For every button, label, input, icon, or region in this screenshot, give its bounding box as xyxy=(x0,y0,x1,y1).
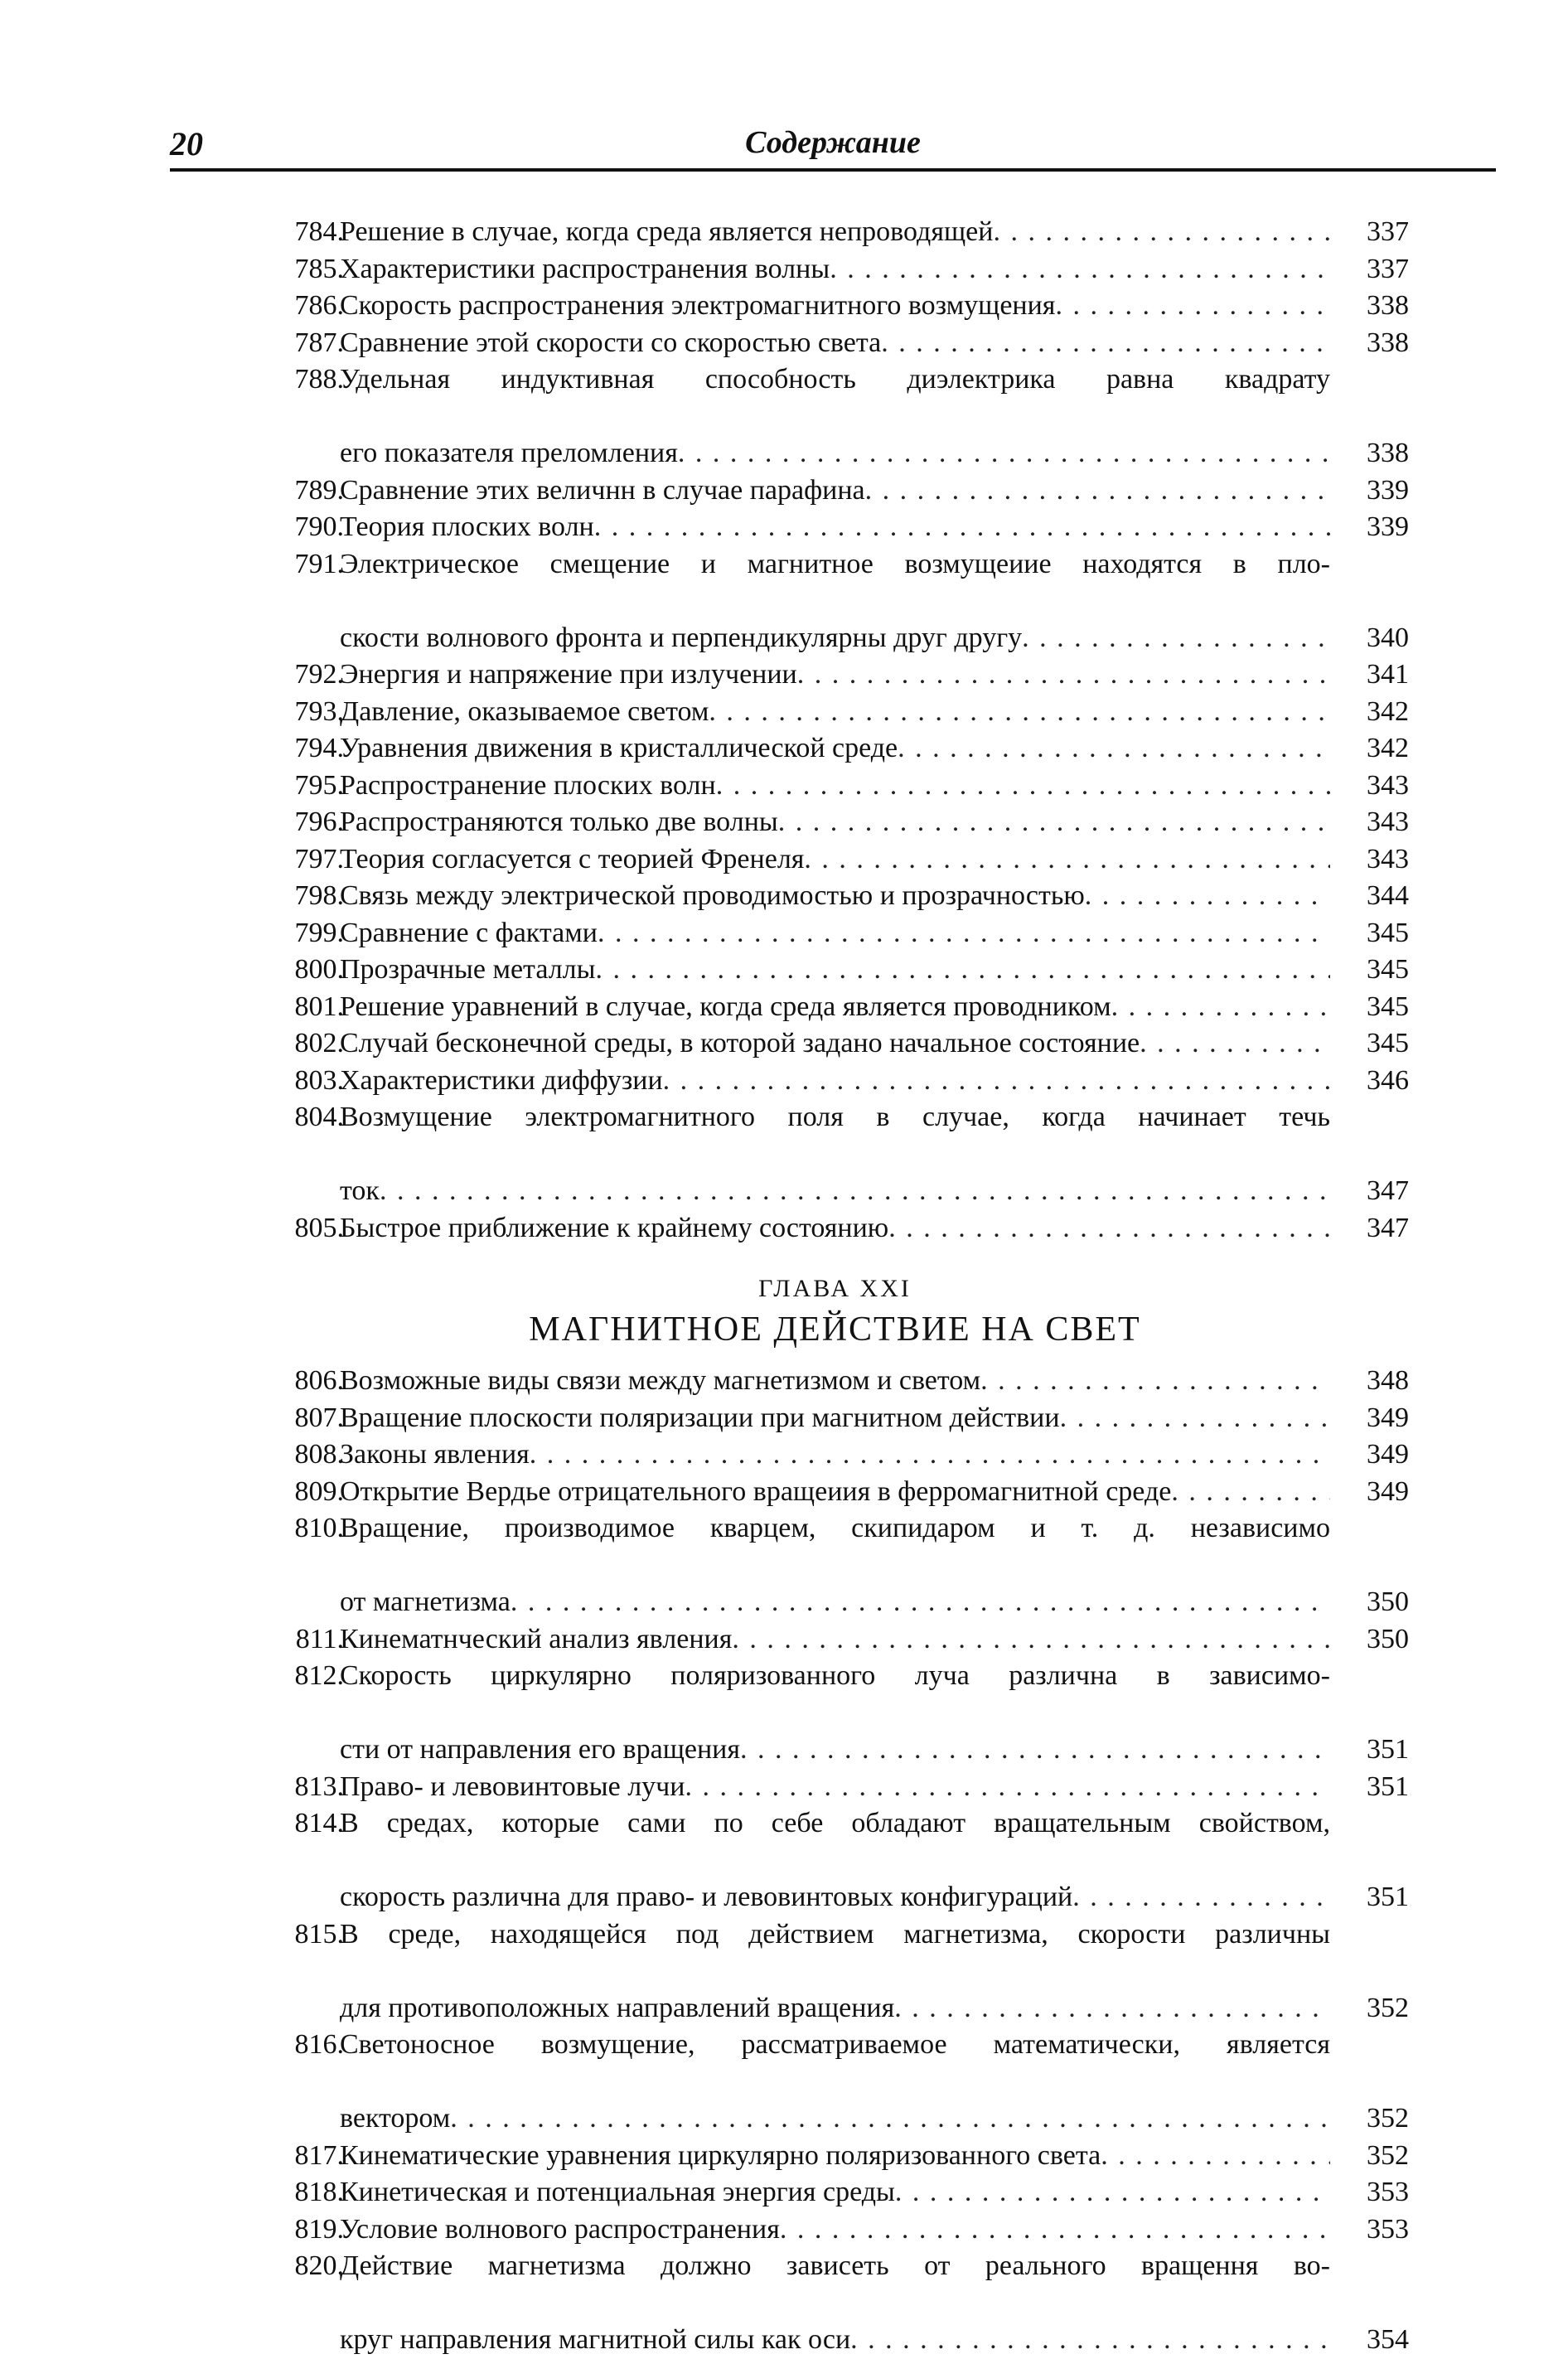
toc-entry xyxy=(253,361,1430,472)
entry-title: Быстрое приближение к крайнему состоянию xyxy=(340,1212,889,1243)
entry-number: 820. xyxy=(294,2250,344,2281)
entry-text xyxy=(340,472,1330,510)
entry-text xyxy=(340,1510,1330,1621)
dot-leader xyxy=(980,1363,1330,1400)
page-ref: 345 xyxy=(1367,1028,1409,1058)
toc-entry xyxy=(253,694,1430,731)
entry-line xyxy=(340,1732,1330,1769)
entry-text xyxy=(340,2174,1330,2211)
page-ref: 338 xyxy=(1367,290,1409,321)
entry-text xyxy=(340,1363,1330,1400)
dot-leader xyxy=(881,325,1330,362)
entry-title: Решение уравнений в случае, когда среда является проводником xyxy=(340,991,1111,1022)
toc-entry xyxy=(253,214,1430,251)
entry-number: 794. xyxy=(294,733,344,763)
entry-number: 786. xyxy=(294,290,344,321)
entry-line xyxy=(340,472,1330,510)
entry-title: Законы явления xyxy=(340,1439,530,1470)
entry-text xyxy=(340,1099,1330,1210)
dot-leader xyxy=(594,509,1330,546)
page-ref: 350 xyxy=(1367,1623,1409,1654)
header-rule xyxy=(170,168,1496,172)
page-ref: 345 xyxy=(1367,917,1409,948)
entry-text xyxy=(340,288,1330,325)
dot-leader xyxy=(1140,1025,1330,1063)
entry-line xyxy=(340,288,1330,325)
page-ref: 341 xyxy=(1367,659,1409,690)
entry-number: 788. xyxy=(294,364,344,395)
toc-entry xyxy=(253,804,1430,841)
page-ref: 351 xyxy=(1367,1882,1409,1912)
page-ref: 339 xyxy=(1367,511,1409,542)
entry-title: Открытие Вердье отрицательного вращеиия в ферромагнитной среде xyxy=(340,1475,1172,1507)
entry-line: Скорость циркулярно поляризованного луча различна в зависимо- xyxy=(340,1660,1330,1691)
dot-leader xyxy=(1060,1400,1330,1437)
entry-number: 807. xyxy=(294,1402,344,1433)
entry-line xyxy=(340,1173,1330,1210)
entry-title: Теория согласуется с теорией Френеля xyxy=(340,843,805,874)
entry-number: 811. xyxy=(295,1623,344,1654)
entry-line: Электрическое смещение и магнитное возмущеиие находятся в пло- xyxy=(340,548,1330,579)
toc-entry xyxy=(253,1363,1430,1400)
dot-leader xyxy=(850,2322,1330,2359)
entry-text xyxy=(340,1063,1330,1100)
toc-entry xyxy=(253,915,1430,952)
dot-leader xyxy=(865,472,1330,510)
dot-leader xyxy=(1085,878,1330,915)
entry-line xyxy=(340,1400,1330,1437)
entry-line xyxy=(340,952,1330,989)
entry-text xyxy=(340,804,1330,841)
toc-entry xyxy=(253,1510,1430,1621)
entry-title: Случай бесконечной среды, в которой задано начальное состояние xyxy=(340,1028,1140,1058)
entry-line xyxy=(340,694,1330,731)
entry-title: Условие волнового распространения xyxy=(340,2213,780,2245)
chapter-label: ГЛАВА XXI xyxy=(758,1275,912,1302)
entry-text xyxy=(340,214,1330,251)
toc-entry xyxy=(253,509,1430,546)
entry-number: 810. xyxy=(294,1513,344,1543)
entry-title: Энергия и напряжение при излучении xyxy=(340,659,797,690)
page-number: 20 xyxy=(170,125,203,162)
entry-number: 784. xyxy=(294,216,344,247)
page-ref: 344 xyxy=(1367,880,1409,911)
dot-leader xyxy=(511,1584,1330,1621)
entry-number: 785. xyxy=(294,253,344,284)
dot-leader xyxy=(663,1063,1330,1100)
dot-leader xyxy=(804,841,1330,879)
entry-title: скорость различна для право- и левовинтовых конфигураций xyxy=(340,1882,1073,1912)
entry-text xyxy=(340,1436,1330,1474)
entry-number: 803. xyxy=(294,1064,344,1096)
entry-text xyxy=(340,2027,1330,2138)
entry-line xyxy=(340,435,1330,472)
toc-entry xyxy=(253,1474,1430,1511)
dot-leader xyxy=(1072,1879,1330,1916)
page-ref: 342 xyxy=(1367,695,1409,727)
entry-line xyxy=(340,1363,1330,1400)
table-of-contents xyxy=(253,214,1430,2359)
page-ref: 347 xyxy=(1367,1175,1409,1206)
entry-number: 814. xyxy=(294,1808,344,1838)
entry-text xyxy=(340,1769,1330,1806)
entry-title: Распространение плоских волн xyxy=(340,769,716,801)
entry-number: 809. xyxy=(294,1475,344,1507)
entry-title: Прозрачные металлы xyxy=(340,954,596,985)
entry-number: 799. xyxy=(294,917,344,948)
toc-entry xyxy=(253,730,1430,768)
chapter-title: МАГНИТНОЕ ДЕЙСТВИЕ НА СВЕТ xyxy=(529,1310,1141,1349)
entry-number: 808. xyxy=(294,1439,344,1470)
entry-number: 806. xyxy=(294,1365,344,1396)
dot-leader xyxy=(1171,1474,1330,1511)
entry-text xyxy=(340,325,1330,362)
dot-leader xyxy=(780,2211,1330,2249)
entry-title: Вращение плоскости поляризации при магнитном действии xyxy=(340,1402,1060,1433)
page-ref: 351 xyxy=(1367,1770,1409,1802)
toc-entry xyxy=(253,841,1430,879)
dot-leader xyxy=(685,1769,1330,1806)
entry-number: 805. xyxy=(294,1212,344,1243)
toc-entry xyxy=(253,1025,1430,1063)
entry-number: 802. xyxy=(294,1028,344,1058)
toc-entry xyxy=(253,1099,1430,1210)
entry-line xyxy=(340,768,1330,805)
toc-entry xyxy=(253,2174,1430,2211)
entry-number: 789. xyxy=(294,474,344,506)
dot-leader xyxy=(778,804,1330,841)
entry-line xyxy=(340,656,1330,694)
page-ref: 351 xyxy=(1367,1734,1409,1765)
dot-leader xyxy=(1101,2138,1330,2175)
entry-title: Распространяются только две волны xyxy=(340,807,778,837)
page-ref: 346 xyxy=(1367,1064,1409,1096)
entry-title: Скорость распространения электромагнитного возмущения xyxy=(340,290,1056,321)
entry-line xyxy=(340,1210,1330,1247)
dot-leader xyxy=(895,2174,1330,2211)
entry-title: Давление, оказываемое светом xyxy=(340,695,709,727)
page-ref: 350 xyxy=(1367,1586,1409,1617)
entry-number: 791. xyxy=(294,548,344,579)
entry-number: 798. xyxy=(294,880,344,911)
entry-title: Право- и левовинтовые лучи xyxy=(340,1770,685,1802)
entry-number: 796. xyxy=(294,807,344,837)
entry-line xyxy=(340,325,1330,362)
toc-entry xyxy=(253,1063,1430,1100)
page-ref: 348 xyxy=(1367,1365,1409,1396)
entry-number: 792. xyxy=(294,659,344,690)
entry-text xyxy=(340,878,1330,915)
entry-text xyxy=(340,546,1330,657)
page-ref: 353 xyxy=(1367,2177,1409,2207)
entry-line xyxy=(340,2211,1330,2249)
toc-entry xyxy=(253,325,1430,362)
entry-number: 804. xyxy=(294,1102,344,1132)
entry-text xyxy=(340,1916,1330,2027)
dot-leader xyxy=(1055,288,1330,325)
page-ref: 345 xyxy=(1367,954,1409,985)
entry-text xyxy=(340,841,1330,879)
entry-title: сти от направления его вращения xyxy=(340,1734,741,1765)
running-head xyxy=(170,124,1496,166)
page-ref: 352 xyxy=(1367,2139,1409,2171)
entry-text xyxy=(340,989,1330,1026)
entry-line xyxy=(340,2138,1330,2175)
entry-line xyxy=(340,1879,1330,1916)
entry-text xyxy=(340,656,1330,694)
page-ref: 345 xyxy=(1367,991,1409,1022)
page-ref: 337 xyxy=(1367,253,1409,284)
dot-leader xyxy=(1022,620,1330,657)
toc-entry xyxy=(253,989,1430,1026)
entry-number: 819. xyxy=(294,2213,344,2245)
toc-entry xyxy=(253,472,1430,510)
entry-title: Связь между электрической проводимостью и прозрачностью xyxy=(340,880,1085,911)
entry-title: Возможные виды связи между магнетизмом и светом xyxy=(340,1365,981,1396)
page-ref: 349 xyxy=(1367,1439,1409,1470)
entry-text xyxy=(340,2211,1330,2249)
page-ref: 342 xyxy=(1367,733,1409,763)
entry-title: Кинематнческий анализ явления xyxy=(340,1623,733,1654)
entry-number: 812. xyxy=(294,1660,344,1691)
entry-line xyxy=(340,1621,1330,1659)
entry-line xyxy=(340,620,1330,657)
dot-leader xyxy=(380,1173,1330,1210)
page-ref: 339 xyxy=(1367,474,1409,506)
entry-text xyxy=(340,952,1330,989)
entry-number: 813. xyxy=(294,1770,344,1802)
entry-number: 815. xyxy=(294,1918,344,1950)
entry-number: 817. xyxy=(294,2139,344,2171)
page-ref: 353 xyxy=(1367,2213,1409,2245)
entry-line xyxy=(340,841,1330,879)
entry-line xyxy=(340,804,1330,841)
entry-title: от магнетизма xyxy=(340,1586,511,1617)
dot-leader xyxy=(596,952,1331,989)
entry-line xyxy=(340,1769,1330,1806)
entry-text xyxy=(340,694,1330,731)
dot-leader xyxy=(732,1621,1330,1659)
dot-leader xyxy=(830,251,1330,288)
page-ref: 354 xyxy=(1367,2324,1409,2355)
entry-title: Теория плоских волн xyxy=(340,511,594,542)
toc-entry xyxy=(253,768,1430,805)
entry-title: его показателя преломления xyxy=(340,438,678,468)
entry-title: Кинематические уравнения циркулярно поляризованного света xyxy=(340,2139,1101,2171)
entry-line: В средах, которые сами по себе обладают вращательным свойством, xyxy=(340,1808,1330,1838)
toc-entry xyxy=(253,251,1430,288)
entry-title: Характеристики распространения волны xyxy=(340,253,830,284)
page-ref: 343 xyxy=(1367,843,1409,874)
entry-number: 816. xyxy=(294,2029,344,2060)
chapter-heading xyxy=(340,1272,1330,1353)
toc-entry xyxy=(253,952,1430,989)
entry-text xyxy=(340,2138,1330,2175)
entry-line xyxy=(340,214,1330,251)
entry-line xyxy=(340,1584,1330,1621)
toc-entry xyxy=(253,1658,1430,1769)
entry-line: Светоносное возмущение, рассматриваемое математически, является xyxy=(340,2029,1330,2060)
dot-leader xyxy=(740,1732,1330,1769)
dot-leader xyxy=(530,1436,1330,1474)
entry-line xyxy=(340,2100,1330,2138)
entry-text xyxy=(340,730,1330,768)
page-ref: 343 xyxy=(1367,769,1409,801)
entry-number: 793. xyxy=(294,695,344,727)
toc-entry xyxy=(253,1916,1430,2027)
running-title: Содержание xyxy=(745,125,921,160)
toc-entry xyxy=(253,546,1430,657)
entry-line xyxy=(340,730,1330,768)
entry-title: Решение в случае, когда среда является непроводящей xyxy=(340,216,994,247)
entry-number: 795. xyxy=(294,769,344,801)
entry-line: Вращение, производимое кварцем, скипидаром и т. д. независимо xyxy=(340,1513,1330,1543)
entry-title: Уравнения движения в кристаллической среде xyxy=(340,733,898,763)
page-ref: 352 xyxy=(1367,1992,1409,2023)
entry-text xyxy=(340,768,1330,805)
toc-entry xyxy=(253,1400,1430,1437)
toc-entry xyxy=(253,1805,1430,1916)
entry-text xyxy=(340,509,1330,546)
entry-line xyxy=(340,2174,1330,2211)
toc-entry xyxy=(253,288,1430,325)
entry-number: 787. xyxy=(294,327,344,358)
dot-leader xyxy=(894,1990,1330,2027)
toc-entry xyxy=(253,2248,1430,2359)
dot-leader xyxy=(709,694,1330,731)
entry-text xyxy=(340,1658,1330,1769)
entry-title: вектором xyxy=(340,2103,451,2134)
dot-leader xyxy=(993,214,1330,251)
entry-line xyxy=(340,915,1330,952)
entry-line xyxy=(340,1436,1330,1474)
entry-number: 790. xyxy=(294,511,344,542)
dot-leader xyxy=(898,730,1330,768)
page-ref: 340 xyxy=(1367,622,1409,653)
entry-number: 800. xyxy=(294,954,344,985)
entry-line xyxy=(340,1474,1330,1511)
entry-line: В среде, находящейся под действием магнетизма, скорости различны xyxy=(340,1918,1330,1950)
entry-line xyxy=(340,251,1330,288)
dot-leader xyxy=(450,2100,1330,2138)
entry-text xyxy=(340,361,1330,472)
entry-text xyxy=(340,251,1330,288)
entry-line xyxy=(340,878,1330,915)
toc-entry xyxy=(253,878,1430,915)
entry-title: Характеристики диффузии xyxy=(340,1064,663,1096)
entry-line xyxy=(340,989,1330,1026)
dot-leader xyxy=(716,768,1330,805)
entry-title: Кинетическая и потенциальная энергия среды xyxy=(340,2177,895,2207)
toc-entry xyxy=(253,1621,1430,1659)
page-ref: 347 xyxy=(1367,1212,1409,1243)
page-ref: 343 xyxy=(1367,807,1409,837)
page-ref: 337 xyxy=(1367,216,1409,247)
toc-entry xyxy=(253,1769,1430,1806)
page-ref: 352 xyxy=(1367,2103,1409,2134)
page-ref: 349 xyxy=(1367,1475,1409,1507)
entry-line xyxy=(340,1990,1330,2027)
entry-title: Сравнение этой скорости со скоростью света xyxy=(340,327,882,358)
entry-title: круг направления магнитной силы как оси xyxy=(340,2324,851,2355)
entry-text xyxy=(340,1621,1330,1659)
dot-leader xyxy=(797,656,1330,694)
page-ref: 338 xyxy=(1367,327,1409,358)
toc-entry xyxy=(253,2138,1430,2175)
entry-line xyxy=(340,1063,1330,1100)
page-ref: 338 xyxy=(1367,438,1409,468)
dot-leader xyxy=(678,435,1330,472)
entry-line xyxy=(340,2322,1330,2359)
entry-text xyxy=(340,1805,1330,1916)
toc-entry xyxy=(253,1210,1430,1247)
entry-title: Сравнение с фактами xyxy=(340,917,598,948)
entry-number: 797. xyxy=(294,843,344,874)
entry-text xyxy=(340,1210,1330,1247)
entry-text xyxy=(340,2248,1330,2359)
entry-line xyxy=(340,1025,1330,1063)
entry-line xyxy=(340,509,1330,546)
entry-number: 818. xyxy=(294,2177,344,2207)
entry-title: для противоположных направлений вращения xyxy=(340,1992,895,2023)
entry-text xyxy=(340,1025,1330,1063)
page-ref: 349 xyxy=(1367,1402,1409,1433)
dot-leader xyxy=(888,1210,1330,1247)
entry-text xyxy=(340,1474,1330,1511)
entry-number: 801. xyxy=(294,991,344,1022)
dot-leader xyxy=(1111,989,1330,1026)
entry-title: скости волнового фронта и перпендикулярны друг другу xyxy=(340,622,1023,653)
entry-title: ток xyxy=(340,1175,380,1206)
toc-entry xyxy=(253,2211,1430,2249)
entry-line: Возмущение электромагнитного поля в случае, когда начинает течь xyxy=(340,1102,1330,1132)
entry-line: Действие магнетизма должно зависеть от реального вращення во- xyxy=(340,2250,1330,2281)
dot-leader xyxy=(598,915,1330,952)
entry-text xyxy=(340,1400,1330,1437)
toc-entry xyxy=(253,656,1430,694)
toc-entry xyxy=(253,1436,1430,1474)
toc-entry xyxy=(253,2027,1430,2138)
entry-text xyxy=(340,915,1330,952)
entry-title: Сравнение этих величнн в случае парафина xyxy=(340,474,865,506)
entry-line: Удельная индуктивная способность диэлектрика равна квадрату xyxy=(340,364,1330,395)
